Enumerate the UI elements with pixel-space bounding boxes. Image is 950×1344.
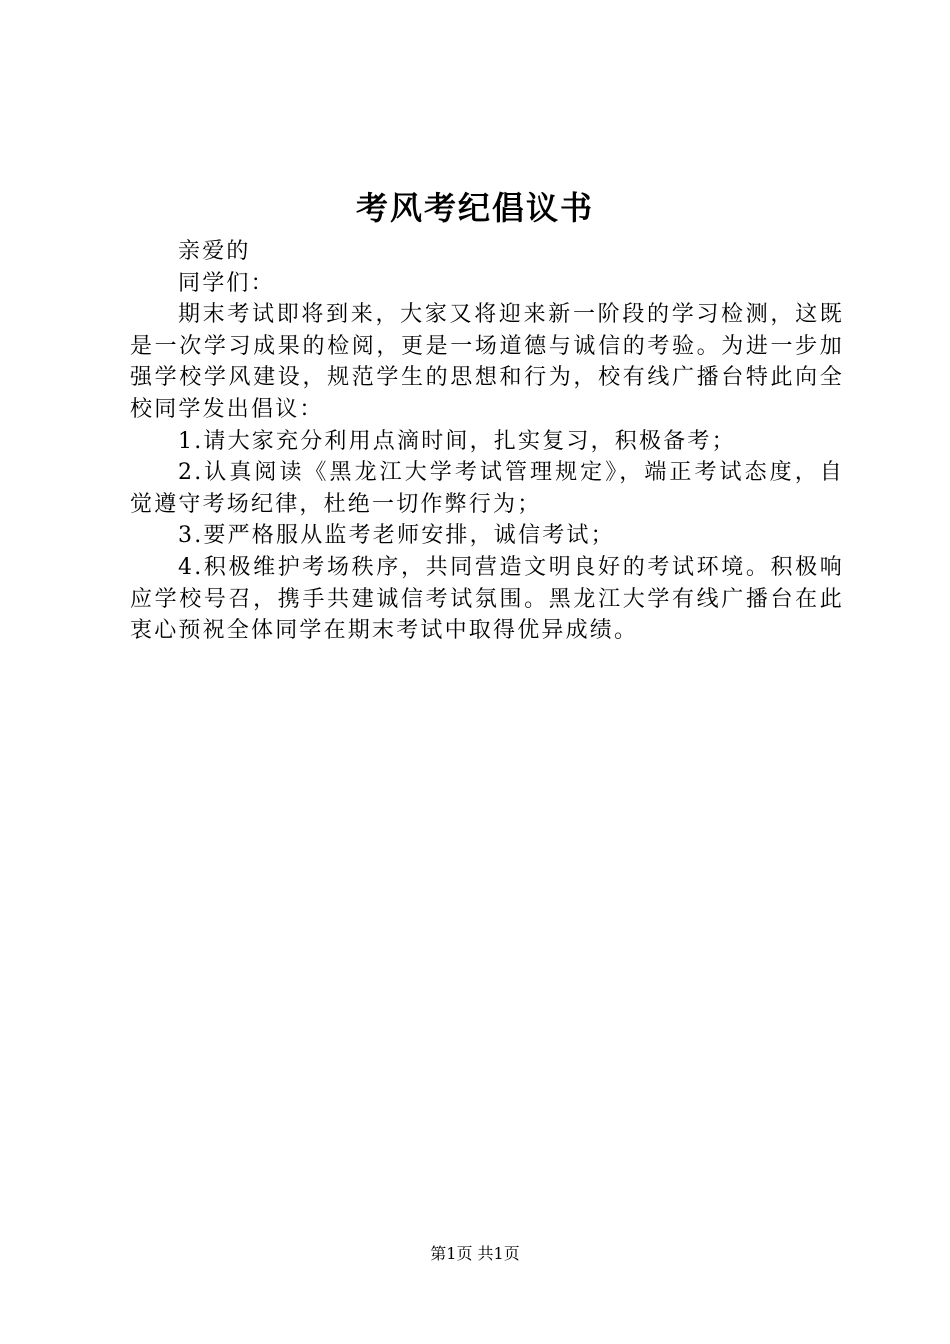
salutation-line-2: 同学们： bbox=[178, 270, 275, 296]
proposal-item-2: 2.认真阅读《黑龙江大学考试管理规定》，端正考试态度，自觉遵守考场纪律，杜绝一切作弊行为； bbox=[130, 460, 844, 517]
salutation-line-1: 亲爱的 bbox=[178, 239, 251, 264]
page-footer: 第1页 共1页 bbox=[430, 1244, 520, 1263]
proposal-item-4: 4.积极维护考场秩序，共同营造文明良好的考试环境。积极响应学校号召，携手共建诚信考试氛围。黑龙江大学有线广播台在此衷心预祝全体同学在期末考试中取得优异成绩。 bbox=[130, 554, 844, 644]
proposal-item-3: 3.要严格服从监考老师安排，诚信考试； bbox=[178, 523, 615, 549]
proposal-item-1: 1.请大家充分利用点滴时间，扎实复习，积极备考； bbox=[178, 428, 736, 454]
document-title: 考风考纪倡议书 bbox=[355, 189, 594, 227]
intro-paragraph: 期末考试即将到来，大家又将迎来新一阶段的学习检测，这既是一次学习成果的检阅，更是一场道德与诚信的考验。为进一步加强学校学风建设，规范学生的思想和行为，校有线广播台特此向全校同学发出倡议： bbox=[130, 302, 844, 422]
document-body bbox=[130, 236, 844, 647]
